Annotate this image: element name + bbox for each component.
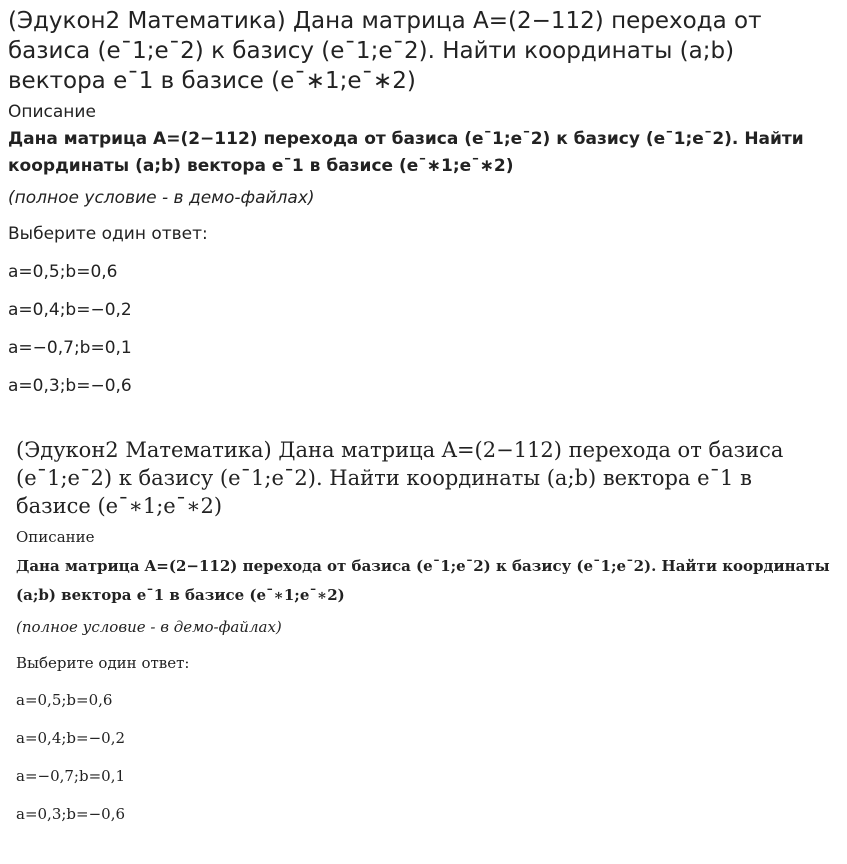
page-title: (Эдукон2 Математика) Дана матрица A=(2−112) перехода от базиса (e¯1;e¯2) к базису (e¯1;e¯2). Найти координаты (a;b) вектора e¯1 в базисе (e¯∗1;e¯∗2) <box>8 8 762 94</box>
answer-option[interactable]: a=0,3;b=−0,6 <box>16 805 126 823</box>
question-title: (Эдукон2 Математика) Дана матрица A=(2−112) перехода от базиса (e¯1;e¯2) к базису (e¯1;e¯2). Найти координаты (a;b) вектора e¯1 в базисе (e¯∗1;e¯∗2) <box>16 438 784 518</box>
answer-options-list <box>8 260 839 412</box>
answer-option[interactable]: a=−0,7;b=0,1 <box>8 338 132 358</box>
answer-option[interactable]: a=0,3;b=−0,6 <box>8 376 132 396</box>
answer-option[interactable]: a=−0,7;b=0,1 <box>16 767 126 785</box>
answer-options-list <box>16 688 831 840</box>
answer-prompt: Выберите один ответ: <box>8 224 208 244</box>
answer-option[interactable]: a=0,4;b=−0,2 <box>8 300 132 320</box>
answer-option[interactable]: a=0,4;b=−0,2 <box>16 729 126 747</box>
question-block-primary <box>0 0 847 412</box>
question-text: Дана матрица A=(2−112) перехода от базиса (e¯1;e¯2) к базису (e¯1;e¯2). Найти координаты (a;b) вектора e¯1 в базисе (e¯∗1;e¯∗2) <box>16 557 830 604</box>
demo-note: (полное условие - в демо-файлах) <box>8 188 315 208</box>
description-label: Описание <box>8 102 96 122</box>
answer-prompt: Выберите один ответ: <box>16 654 190 672</box>
description-label: Описание <box>16 528 95 546</box>
answer-option[interactable]: a=0,5;b=0,6 <box>16 691 113 709</box>
answer-option[interactable]: a=0,5;b=0,6 <box>8 262 118 282</box>
question-text: Дана матрица A=(2−112) перехода от базиса (e¯1;e¯2) к базису (e¯1;e¯2). Найти координаты (a;b) вектора e¯1 в базисе (e¯∗1;e¯∗2) <box>8 129 804 176</box>
question-block-secondary <box>0 432 847 840</box>
demo-note: (полное условие - в демо-файлах) <box>16 618 282 636</box>
